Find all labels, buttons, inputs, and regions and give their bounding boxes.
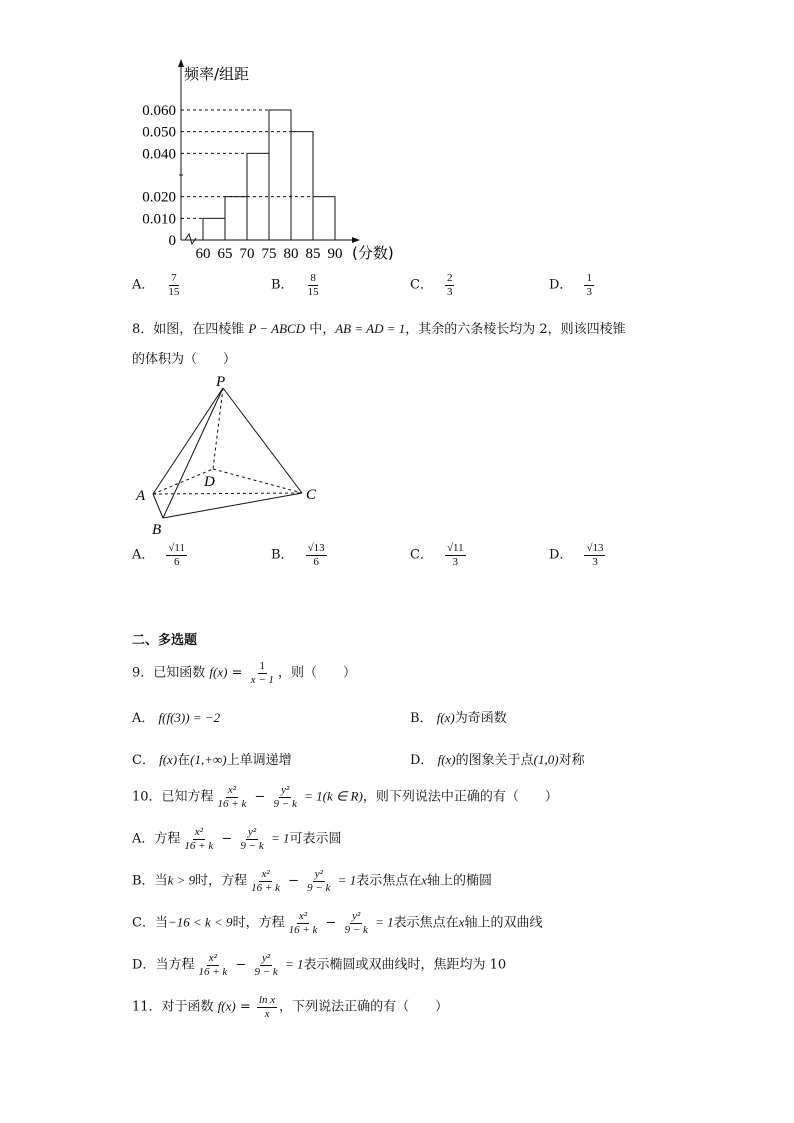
numerator: √11 [168,542,186,554]
option-letter: C． [132,915,155,931]
option-function: f(x) [437,752,456,767]
q7-option-a [132,272,183,298]
pyramid-diagram [130,370,330,540]
q9-function: f(x) [209,664,228,680]
equals-one: = 1 [371,914,394,930]
y-axis-label: 频率/组距 [184,65,250,83]
vertex-label-b: B [152,522,162,538]
option-text: f(f(3)) = −2 [158,710,221,725]
fraction [306,272,321,298]
numerator: y² [352,910,361,922]
option-function: f(x) [436,710,455,725]
x-axis-arrow [352,237,360,243]
denominator: 3 [452,555,459,568]
q9-prefix: 9．已知函数 [132,665,210,681]
histogram-bar [269,110,291,240]
q10-prefix: 10．已知方程 [132,789,214,805]
fraction [287,910,320,936]
numerator: √13 [307,542,325,554]
axis-name: x [458,914,465,930]
numerator: y² [314,868,323,880]
equals-sign: = [235,999,255,1015]
denominator: 6 [173,555,180,568]
numerator: 1 [586,272,592,284]
fraction [182,826,215,852]
axis-break-mark [185,234,196,244]
edge-pc [223,388,302,493]
edge-dc-hidden [213,469,302,493]
option-text: 当 [154,873,168,889]
q9-stem [132,660,356,686]
vertex-label-d: D [204,474,215,490]
option-letter: C． [410,277,433,293]
fraction [196,952,229,978]
histogram-bar [313,197,335,240]
option-letter: D． [410,753,434,768]
denominator: 3 [446,285,453,298]
q8-stem-line1 [132,318,626,337]
x-tick-label: 90 [327,246,343,262]
q7-option-c [410,272,456,298]
q8-suffix: ，其余的六条棱长均为 2，则该四棱锥 [405,322,626,337]
q10-option-a [132,826,342,852]
option-text: 时，方程 [195,873,248,889]
q10-option-b [132,868,492,894]
vertex-label-c: C [306,487,317,503]
option-text: 当方程 [155,957,195,973]
option-letter: C． [132,753,155,768]
x-tick-label: 85 [305,246,321,262]
x-tick-label: 75 [261,246,277,262]
option-letter: B． [271,547,294,563]
denominator: 16 + k [251,881,280,894]
option-letter: B． [271,277,294,293]
option-text: 表示椭圆或双曲线时，焦距均为 10 [303,957,507,973]
numerator: y² [281,784,290,796]
option-letter: D． [549,547,573,563]
histogram-bar [203,218,225,240]
option-letter: D． [132,957,156,973]
equals-sign: = [227,665,247,681]
numerator: x² [261,868,270,880]
option-letter: A． [132,547,155,563]
y-tick-label: 0 [168,233,176,249]
fraction [343,910,370,936]
numerator: 1 [259,660,266,672]
y-tick-label: 0.010 [142,211,176,228]
numerator: √13 [586,542,604,554]
option-text: 表示焦点在 [393,915,459,931]
q9-option-b [410,707,507,726]
fraction [166,272,181,298]
histogram-bar [291,132,313,240]
minus-sign: − [217,831,237,847]
option-letter: D． [549,277,573,293]
option-text: 表示焦点在 [356,873,422,889]
q7-option-b [271,272,323,298]
numerator: 7 [171,272,177,284]
q9-option-c [132,749,292,768]
fraction [306,542,327,568]
q9-option-d [410,749,585,768]
fraction [584,542,605,568]
denominator: 9 − k [344,923,368,936]
denominator: 6 [313,555,319,568]
q10-stem [132,784,558,810]
x-tick-label: 80 [283,246,299,262]
axis-name: x [421,872,428,888]
q9-suffix: ，则（ ） [277,665,356,681]
q8-mid: 中， [305,322,336,337]
x-axis-label: (分数) [352,244,394,262]
edge-ab [153,494,163,518]
numerator: 2 [446,272,453,284]
q11-stem [132,994,448,1020]
q8-option-a [132,542,189,568]
histogram-bar [225,197,247,240]
denominator: 9 − k [254,965,278,978]
numerator: √11 [446,542,464,554]
q11-prefix: 11．对于函数 [132,999,218,1015]
q7-option-d [549,272,596,298]
minus-sign: − [250,789,270,805]
option-text: 轴上的椭圆 [427,873,493,889]
numerator: ln x [258,994,276,1006]
q8-condition: AB = AD = 1 [335,321,406,336]
option-text: 方程 [154,831,181,847]
option-condition: k > 9 [167,872,196,888]
numerator: x² [208,952,217,964]
numerator: x² [227,784,237,796]
equals-one: = 1 [281,956,304,972]
q8-prefix: 8．如图，在四棱锥 [132,322,249,337]
numerator: y² [262,952,271,964]
fraction [257,994,277,1020]
option-letter: B． [410,711,433,726]
q8-pyramid-name: P − ABCD [248,321,306,336]
numerator: x² [298,910,308,922]
option-letter: A． [132,831,155,847]
section-heading: 二、多选题 [132,633,198,648]
q8-stem-line2: 的体积为（ ） [132,352,237,367]
denominator: 16 + k [184,839,214,852]
q10-condition: = 1(k ∈ R) [300,788,363,804]
fraction [584,272,594,298]
frequency-histogram [130,55,410,270]
numerator: x² [194,826,203,838]
option-letter: A． [132,277,155,293]
option-letter: A． [132,711,155,726]
equals-one: = 1 [334,872,357,888]
option-text: 的图象关于点 [455,753,534,768]
edge-bc [163,493,302,518]
denominator: 15 [307,285,319,298]
denominator: 3 [592,555,598,568]
q10-option-c [132,910,542,936]
q10-option-d [132,952,506,978]
option-text: 上单调递增 [226,753,292,768]
vertex-label-a: A [136,488,146,504]
q8-option-d [549,542,607,568]
fraction [216,784,249,810]
q11-function: f(x) [217,998,236,1014]
x-tick-label: 60 [195,246,211,262]
option-text: 在 [177,753,191,768]
y-tick-label: 0.040 [142,146,176,163]
denominator: 16 + k [198,965,228,978]
option-letter: B． [132,873,155,889]
numerator: y² [247,826,257,838]
fraction [238,826,265,852]
denominator: 9 − k [240,839,264,852]
numerator: 8 [310,272,316,284]
fraction [272,784,299,810]
y-tick-label: 0.020 [142,189,176,206]
fraction [249,868,282,894]
denominator: x [264,1007,270,1020]
minus-sign: − [321,915,341,931]
fraction [252,952,279,978]
q10-suffix: ，则下列说法中正确的有（ ） [362,789,558,805]
y-tick-label: 0.050 [142,124,176,141]
option-text: 时，方程 [232,915,285,931]
y-tick-label: 0.060 [142,103,176,119]
denominator: 3 [586,285,592,298]
option-condition: −16 < k < 9 [167,914,233,930]
fraction [166,542,187,568]
x-tick-label: 70 [239,246,255,262]
option-function: f(x) [159,752,178,767]
minus-sign: − [283,873,304,889]
denominator: 16 + k [217,797,247,810]
q8-option-b [271,542,329,568]
denominator: 9 − k [273,797,297,810]
edge-pb [163,388,223,518]
q9-option-a [132,707,220,726]
option-point: (1,0) [533,752,559,767]
fraction [445,272,455,298]
x-tick-label: 65 [217,246,233,262]
fraction [249,660,276,686]
equals-one: = 1 [267,830,290,846]
option-text: 为奇函数 [454,711,507,726]
option-text: 轴上的双曲线 [464,915,543,931]
option-text: 可表示圆 [289,831,342,847]
denominator: 9 − k [307,881,331,894]
fraction [445,542,466,568]
option-interval: (1,+∞) [190,752,227,767]
vertex-label-p: P [216,374,226,390]
q8-option-c [410,542,468,568]
option-text: 对称 [558,753,585,768]
q11-suffix: ，下列说法正确的有（ ） [279,999,449,1015]
minus-sign: − [231,957,251,973]
denominator: 15 [168,285,180,298]
denominator: x − 1 [250,673,274,686]
edge-ac-hidden [153,493,302,494]
option-letter: C． [410,547,433,563]
option-text: 当 [154,915,168,931]
fraction [305,868,332,894]
denominator: 16 + k [288,923,318,936]
